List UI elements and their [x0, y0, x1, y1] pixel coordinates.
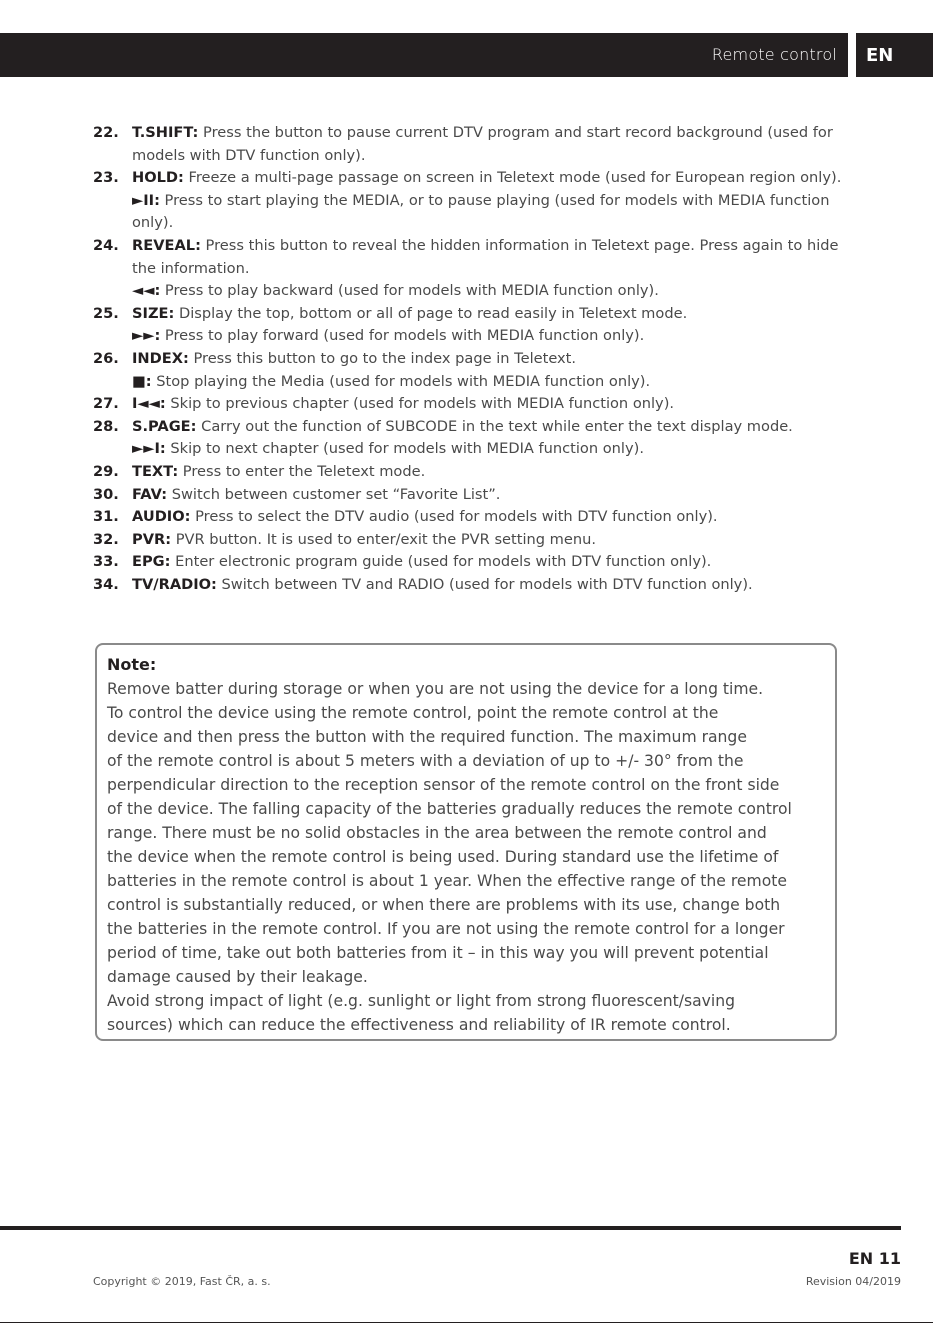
item-body: [132, 190, 843, 235]
item-number: 27.: [93, 395, 119, 413]
header-title: Remote control: [711, 45, 837, 64]
item-body: [132, 506, 843, 529]
item-number: 22.: [93, 124, 119, 141]
item-key: FAV:: [132, 485, 168, 503]
list-item: [93, 235, 843, 280]
item-key: T.SHIFT:: [132, 124, 199, 141]
note-box: [95, 643, 837, 1041]
item-body: [132, 371, 843, 394]
list-item: [93, 461, 843, 484]
note-line: To control the device using the remote control, point the remote control at the: [107, 704, 719, 722]
item-body: [132, 167, 843, 190]
language-tab: EN: [856, 33, 933, 77]
item-text: Press the button to pause current DTV program and start record background (used for models with DTV function only).: [132, 124, 833, 164]
item-key: I◄◄:: [132, 395, 166, 413]
note-line: batteries in the remote control is about 1 year. When the effective range of the remote: [107, 872, 787, 890]
note-line: control is substantially reduced, or when there are problems with its use, change both: [107, 896, 781, 914]
item-number: 24.: [93, 236, 119, 254]
item-body: [132, 574, 843, 597]
item-text: Switch between customer set “Favorite List”.: [167, 485, 501, 503]
item-key: ■:: [132, 372, 152, 390]
item-text: Stop playing the Media (used for models with MEDIA function only).: [151, 372, 651, 390]
item-key: S.PAGE:: [132, 417, 197, 435]
item-number: 33.: [93, 553, 119, 571]
note-line: of the device. The falling capacity of the batteries gradually reduces the remote control: [107, 800, 792, 818]
item-body: [132, 280, 843, 303]
item-key: ◄◄:: [132, 282, 161, 300]
item-number: 25.: [93, 304, 119, 322]
item-number: [93, 371, 132, 394]
item-text: Press this button to go to the index page in Teletext.: [188, 349, 577, 367]
item-number: [93, 325, 132, 348]
note-line: the batteries in the remote control. If you are not using the remote control for a longer: [107, 920, 785, 938]
item-text: Press to enter the Teletext mode.: [178, 462, 426, 480]
item-number: 31.: [93, 508, 119, 526]
item-body: [132, 461, 843, 484]
item-text: Press to play backward (used for models with MEDIA function only).: [160, 282, 659, 300]
note-line: of the remote control is about 5 meters with a deviation of up to +/- 30° from the: [107, 752, 744, 770]
page-number: EN 11: [848, 1249, 901, 1268]
item-key: TEXT:: [132, 462, 179, 480]
item-key: SIZE:: [132, 304, 175, 322]
note-title: Note:: [107, 655, 157, 674]
footer-rule: [0, 1226, 901, 1230]
item-body: [132, 325, 843, 348]
copyright: Copyright © 2019, Fast ČR, a. s.: [93, 1275, 271, 1288]
item-text: PVR button. It is used to enter/exit the PVR setting menu.: [171, 530, 597, 548]
item-number: 34.: [93, 575, 119, 593]
list-item: [93, 167, 843, 190]
item-text: Display the top, bottom or all of page to read easily in Teletext mode.: [174, 304, 688, 322]
item-number: 29.: [93, 462, 119, 480]
item-number: [93, 438, 132, 461]
item-body: [132, 529, 843, 552]
item-key: HOLD:: [132, 169, 184, 187]
note-line: the device when the remote control is being used. During standard use the lifetime of: [107, 848, 779, 866]
list-item: [93, 348, 843, 371]
list-item: [93, 484, 843, 507]
list-item: [93, 190, 843, 235]
item-text: Freeze a multi-page passage on screen in Teletext mode (used for European region only).: [183, 169, 842, 187]
item-key: REVEAL:: [132, 236, 201, 254]
note-line: Remove batter during storage or when you are not using the device for a long time.: [107, 680, 764, 698]
note-line: period of time, take out both batteries from it – in this way you will prevent potential: [107, 944, 769, 962]
item-text: Press to play forward (used for models with MEDIA function only).: [160, 327, 645, 345]
note-text: [107, 677, 825, 1037]
item-number: 30.: [93, 485, 119, 503]
list-item: [93, 303, 843, 326]
item-key: TV/RADIO:: [132, 575, 217, 593]
list-item: [93, 393, 843, 416]
item-text: Press to start playing the MEDIA, or to pause playing (used for models with MEDIA function only).: [132, 191, 830, 232]
item-number: [93, 280, 132, 303]
item-text: Skip to next chapter (used for models with MEDIA function only).: [165, 440, 644, 458]
item-body: [132, 393, 843, 416]
item-key: INDEX:: [132, 349, 189, 367]
item-key: ►II:: [132, 191, 160, 209]
note-line: device and then press the button with the required function. The maximum range: [107, 728, 747, 746]
item-key: EPG:: [132, 553, 171, 571]
list-item: [93, 371, 843, 394]
list-item: [93, 280, 843, 303]
item-text: Skip to previous chapter (used for models with MEDIA function only).: [165, 395, 675, 413]
item-text: Press to select the DTV audio (used for models with DTV function only).: [190, 508, 718, 526]
item-key: AUDIO:: [132, 508, 191, 526]
item-body: [132, 551, 843, 574]
item-body: [132, 348, 843, 371]
list-item: [93, 325, 843, 348]
note-line: sources) which can reduce the effectiveness and reliability of IR remote control.: [107, 1016, 731, 1034]
item-body: [132, 122, 843, 167]
item-key: ►►I:: [132, 440, 166, 458]
item-number: 32.: [93, 530, 119, 548]
bottom-rule: [0, 1322, 933, 1323]
item-text: Enter electronic program guide (used for models with DTV function only).: [170, 553, 712, 571]
note-line: perpendicular direction to the reception sensor of the remote control on the front side: [107, 776, 780, 794]
item-text: Carry out the function of SUBCODE in the text while enter the text display mode.: [196, 417, 793, 435]
item-body: [132, 416, 843, 439]
revision: Revision 04/2019: [805, 1275, 901, 1288]
item-body: [132, 484, 843, 507]
note-line: range. There must be no solid obstacles in the area between the remote control and: [107, 824, 767, 842]
note-line: Avoid strong impact of light (e.g. sunlight or light from strong fluorescent/saving: [107, 992, 736, 1010]
item-key: ►►:: [132, 327, 161, 345]
list-item: [93, 122, 843, 167]
list-item: [93, 416, 843, 439]
item-number: 26.: [93, 349, 119, 367]
item-number: 23.: [93, 169, 119, 187]
item-key: PVR:: [132, 530, 172, 548]
list-item: [93, 506, 843, 529]
button-description-list: [93, 122, 843, 596]
list-item: [93, 438, 843, 461]
item-number: 28.: [93, 417, 119, 435]
list-item: [93, 551, 843, 574]
item-text: Press this button to reveal the hidden information in Teletext page. Press again to hide the information.: [132, 236, 839, 277]
item-body: [132, 438, 843, 461]
list-item: [93, 529, 843, 552]
item-body: [132, 235, 843, 280]
item-body: [132, 303, 843, 326]
note-line: damage caused by their leakage.: [107, 968, 368, 986]
item-number: [93, 190, 132, 235]
list-item: [93, 574, 843, 597]
item-text: Switch between TV and RADIO (used for models with DTV function only).: [216, 575, 753, 593]
